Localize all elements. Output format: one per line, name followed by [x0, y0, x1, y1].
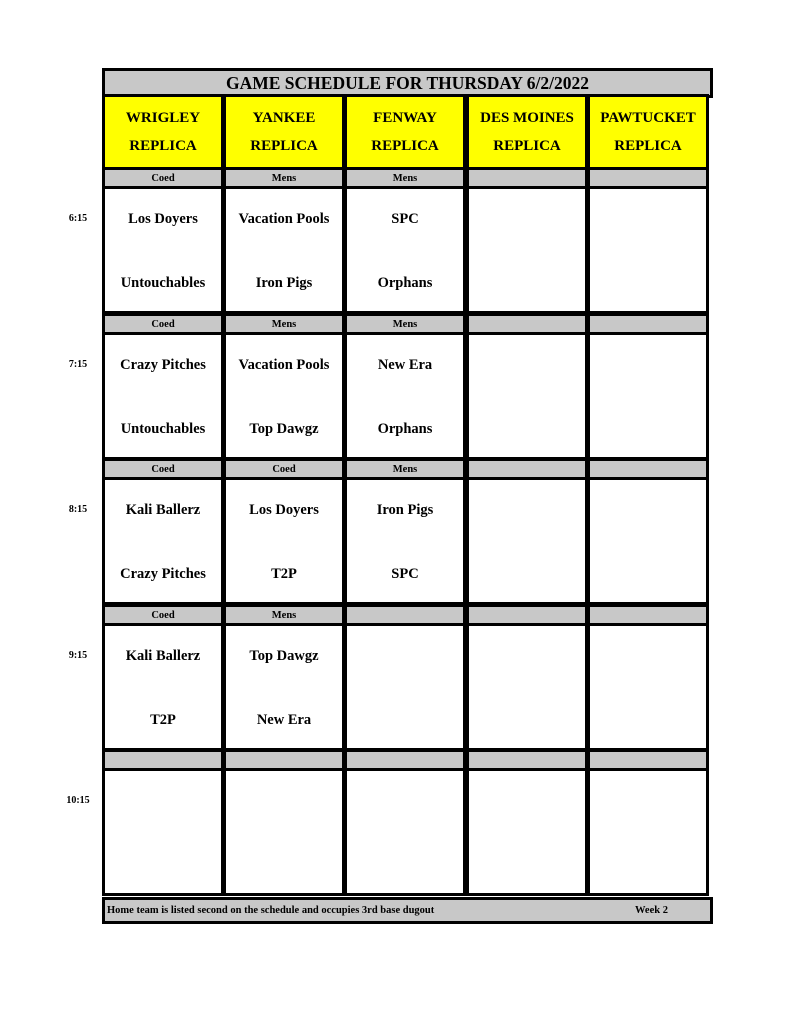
away-team: Kali Ballerz	[125, 502, 201, 518]
division-label: Mens	[223, 314, 345, 334]
division-label	[466, 750, 588, 770]
venue-header	[102, 94, 224, 170]
venue-header	[466, 94, 588, 170]
venue-name-line2: REPLICA	[371, 138, 439, 154]
venue-name: WRIGLEY	[125, 110, 201, 126]
home-team: Untouchables	[120, 421, 206, 437]
venue-name: DES MOINES	[480, 110, 574, 126]
venue-name-line2: REPLICA	[493, 138, 561, 154]
game-cell	[102, 332, 224, 460]
away-team: Vacation Pools	[238, 211, 330, 227]
home-team: Untouchables	[120, 275, 206, 291]
game-cell	[102, 623, 224, 751]
division-label	[587, 750, 709, 770]
division-label: Coed	[102, 459, 224, 479]
away-team: New Era	[377, 357, 433, 373]
game-cell	[587, 186, 709, 314]
game-cell	[223, 332, 345, 460]
week-label: Week 2	[635, 905, 668, 916]
footer-bar	[102, 897, 713, 924]
division-label: Coed	[223, 459, 345, 479]
division-label	[344, 750, 466, 770]
game-cell	[223, 477, 345, 605]
division-label	[344, 605, 466, 625]
schedule-title: GAME SCHEDULE FOR THURSDAY 6/2/2022	[102, 68, 713, 98]
division-label: Coed	[102, 605, 224, 625]
away-team: Los Doyers	[249, 502, 319, 518]
division-label	[587, 459, 709, 479]
home-team: New Era	[256, 712, 312, 728]
time-label: 7:15	[68, 359, 88, 370]
game-cell	[223, 623, 345, 751]
division-label	[466, 459, 588, 479]
game-cell	[466, 186, 588, 314]
game-cell	[466, 768, 588, 896]
division-label	[466, 314, 588, 334]
venue-name: PAWTUCKET	[600, 110, 696, 126]
game-cell	[102, 477, 224, 605]
away-team: Top Dawgz	[249, 648, 319, 664]
division-label: Coed	[102, 314, 224, 334]
division-label	[223, 750, 345, 770]
game-cell	[466, 332, 588, 460]
away-team: Vacation Pools	[238, 357, 330, 373]
venue-name-line2: REPLICA	[129, 138, 197, 154]
home-team: Iron Pigs	[255, 275, 313, 291]
game-cell	[587, 332, 709, 460]
home-team: SPC	[391, 566, 419, 582]
division-label: Mens	[344, 168, 466, 188]
time-label: 9:15	[68, 650, 88, 661]
venue-header	[344, 94, 466, 170]
home-team: Top Dawgz	[249, 421, 319, 437]
time-label: 8:15	[68, 504, 88, 515]
venue-name: FENWAY	[373, 110, 437, 126]
footer-note: Home team is listed second on the schedule and occupies 3rd base dugout	[107, 905, 435, 916]
division-label: Mens	[344, 459, 466, 479]
time-label: 10:15	[66, 795, 90, 806]
game-cell	[344, 768, 466, 896]
division-label	[587, 314, 709, 334]
away-team: Crazy Pitches	[120, 357, 206, 373]
venue-header	[223, 94, 345, 170]
division-label	[102, 750, 224, 770]
division-label	[587, 168, 709, 188]
game-cell	[466, 477, 588, 605]
venue-name: YANKEE	[252, 110, 316, 126]
home-team: Crazy Pitches	[120, 566, 206, 582]
division-label	[466, 168, 588, 188]
division-label: Mens	[223, 605, 345, 625]
home-team: Orphans	[377, 421, 433, 437]
game-cell	[102, 768, 224, 896]
time-label: 6:15	[68, 213, 88, 224]
home-team: T2P	[150, 712, 176, 728]
game-cell	[102, 186, 224, 314]
game-cell	[344, 332, 466, 460]
away-team: Iron Pigs	[376, 502, 434, 518]
game-cell	[344, 477, 466, 605]
game-cell	[223, 186, 345, 314]
schedule-table	[102, 68, 713, 926]
away-team: Kali Ballerz	[125, 648, 201, 664]
game-cell	[344, 186, 466, 314]
game-cell	[223, 768, 345, 896]
away-team: SPC	[391, 211, 419, 227]
division-label: Mens	[223, 168, 345, 188]
division-label	[587, 605, 709, 625]
home-team: Orphans	[377, 275, 433, 291]
game-cell	[466, 623, 588, 751]
division-label: Coed	[102, 168, 224, 188]
game-cell	[344, 623, 466, 751]
game-cell	[587, 623, 709, 751]
division-label: Mens	[344, 314, 466, 334]
game-cell	[587, 768, 709, 896]
division-label	[466, 605, 588, 625]
away-team: Los Doyers	[128, 211, 198, 227]
game-cell	[587, 477, 709, 605]
venue-name-line2: REPLICA	[250, 138, 318, 154]
venue-name-line2: REPLICA	[614, 138, 682, 154]
venue-header	[587, 94, 709, 170]
home-team: T2P	[271, 566, 297, 582]
